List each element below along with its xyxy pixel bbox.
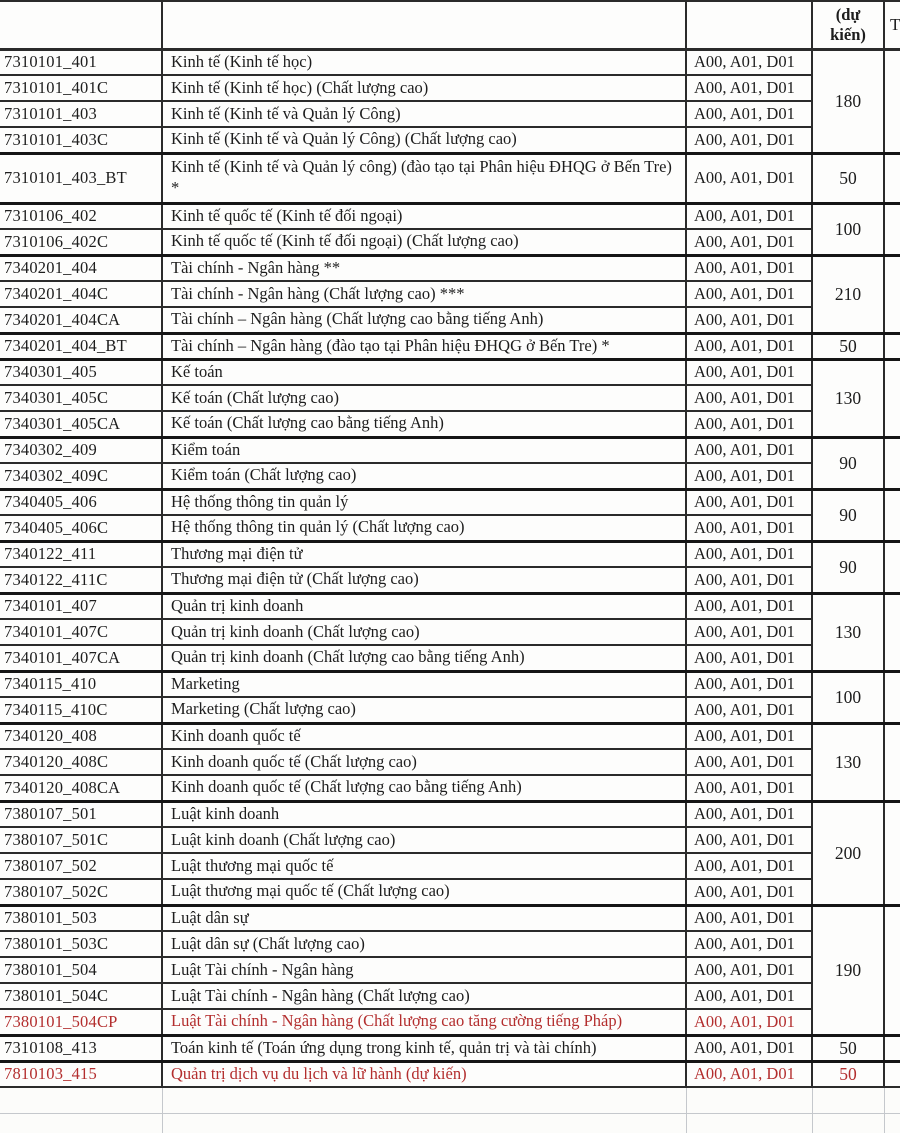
- exam-combo-cell: A00, A01, D01: [686, 593, 812, 619]
- exam-combo-cell: A00, A01, D01: [686, 385, 812, 411]
- exam-combo-cell: A00, A01, D01: [686, 255, 812, 281]
- score-cell: [884, 49, 900, 153]
- empty-cell: [0, 1087, 162, 1113]
- program-code-cell: 7340120_408C: [0, 749, 162, 775]
- exam-combo-cell: A00, A01, D01: [686, 983, 812, 1009]
- table-row: [0, 203, 900, 229]
- program-code-cell: 7340120_408CA: [0, 775, 162, 801]
- exam-combo-cell: A00, A01, D01: [686, 671, 812, 697]
- program-name-cell: Hệ thống thông tin quản lý (Chất lượng cao): [162, 515, 686, 541]
- program-name-cell: Thương mại điện tử (Chất lượng cao): [162, 567, 686, 593]
- score-cell: [884, 801, 900, 905]
- table-row: [0, 697, 900, 723]
- table-row: [0, 983, 900, 1009]
- program-code-cell: 7380107_501C: [0, 827, 162, 853]
- exam-combo-cell: A00, A01, D01: [686, 723, 812, 749]
- table-row: [0, 255, 900, 281]
- quota-cell: 130: [812, 359, 884, 437]
- program-name-cell: Kinh tế (Kinh tế và Quản lý công) (đào tạo tại Phân hiệu ĐHQG ở Bến Tre) *: [162, 153, 686, 203]
- program-name-cell: Kế toán (Chất lượng cao bằng tiếng Anh): [162, 411, 686, 437]
- program-name-cell: Luật kinh doanh (Chất lượng cao): [162, 827, 686, 853]
- empty-cell: [0, 1113, 162, 1133]
- table-row: [0, 723, 900, 749]
- table-row: [0, 593, 900, 619]
- exam-combo-cell: A00, A01, D01: [686, 307, 812, 333]
- program-code-cell: 7310101_403_BT: [0, 153, 162, 203]
- program-name-cell: Luật Tài chính - Ngân hàng (Chất lượng cao tăng cường tiếng Pháp): [162, 1009, 686, 1035]
- table-row: [0, 671, 900, 697]
- program-name-cell: Luật dân sự: [162, 905, 686, 931]
- program-code-cell: 7310106_402: [0, 203, 162, 229]
- program-code-cell: 7340301_405C: [0, 385, 162, 411]
- score-cell: [884, 723, 900, 801]
- program-code-cell: 7310106_402C: [0, 229, 162, 255]
- program-code-cell: 7340201_404CA: [0, 307, 162, 333]
- exam-combo-cell: A00, A01, D01: [686, 1035, 812, 1061]
- score-cell: [884, 203, 900, 255]
- empty-cell: [162, 1113, 686, 1133]
- program-code-cell: 7340101_407CA: [0, 645, 162, 671]
- exam-combo-cell: A00, A01, D01: [686, 49, 812, 75]
- program-code-cell: 7340122_411: [0, 541, 162, 567]
- table-row: [0, 567, 900, 593]
- program-name-cell: Kế toán (Chất lượng cao): [162, 385, 686, 411]
- program-code-cell: 7310101_403: [0, 101, 162, 127]
- empty-row: [0, 1087, 900, 1113]
- empty-row: [0, 1113, 900, 1133]
- empty-cell: [884, 1087, 900, 1113]
- exam-combo-cell: A00, A01, D01: [686, 645, 812, 671]
- table-row: [0, 463, 900, 489]
- exam-combo-cell: A00, A01, D01: [686, 101, 812, 127]
- exam-combo-cell: A00, A01, D01: [686, 775, 812, 801]
- empty-cell: [812, 1087, 884, 1113]
- exam-combo-cell: A00, A01, D01: [686, 127, 812, 153]
- exam-combo-cell: A00, A01, D01: [686, 1061, 812, 1087]
- program-code-cell: 7380107_502C: [0, 879, 162, 905]
- program-name-cell: Kiểm toán (Chất lượng cao): [162, 463, 686, 489]
- quota-cell: 100: [812, 671, 884, 723]
- quota-cell: 130: [812, 593, 884, 671]
- empty-cell: [162, 1087, 686, 1113]
- exam-combo-cell: A00, A01, D01: [686, 853, 812, 879]
- program-code-cell: 7340302_409: [0, 437, 162, 463]
- score-cell: [884, 593, 900, 671]
- admissions-table-body: [0, 49, 900, 1133]
- exam-combo-cell: A00, A01, D01: [686, 153, 812, 203]
- table-row: [0, 541, 900, 567]
- program-code-cell: 7310108_413: [0, 1035, 162, 1061]
- program-name-cell: Tài chính - Ngân hàng **: [162, 255, 686, 281]
- program-code-cell: 7340201_404_BT: [0, 333, 162, 359]
- program-name-cell: Kế toán: [162, 359, 686, 385]
- exam-combo-cell: A00, A01, D01: [686, 411, 812, 437]
- program-name-cell: Luật Tài chính - Ngân hàng (Chất lượng cao): [162, 983, 686, 1009]
- program-name-cell: Quản trị kinh doanh (Chất lượng cao bằng tiếng Anh): [162, 645, 686, 671]
- table-row: [0, 957, 900, 983]
- program-code-cell: 7340101_407: [0, 593, 162, 619]
- exam-combo-cell: A00, A01, D01: [686, 463, 812, 489]
- program-name-cell: Luật dân sự (Chất lượng cao): [162, 931, 686, 957]
- quota-cell: 50: [812, 1061, 884, 1087]
- exam-combo-cell: A00, A01, D01: [686, 749, 812, 775]
- exam-combo-cell: A00, A01, D01: [686, 333, 812, 359]
- quota-cell: 50: [812, 153, 884, 203]
- quota-cell: 130: [812, 723, 884, 801]
- header-quota-cell: (dự kiến): [812, 1, 884, 49]
- program-code-cell: 7380101_503C: [0, 931, 162, 957]
- exam-combo-cell: A00, A01, D01: [686, 541, 812, 567]
- exam-combo-cell: A00, A01, D01: [686, 437, 812, 463]
- program-code-cell: 7310101_401C: [0, 75, 162, 101]
- program-code-cell: 7340201_404: [0, 255, 162, 281]
- table-row: [0, 101, 900, 127]
- exam-combo-cell: A00, A01, D01: [686, 931, 812, 957]
- empty-cell: [812, 1113, 884, 1133]
- program-code-cell: 7380101_504CP: [0, 1009, 162, 1035]
- program-name-cell: Luật Tài chính - Ngân hàng: [162, 957, 686, 983]
- score-cell: [884, 333, 900, 359]
- exam-combo-cell: A00, A01, D01: [686, 75, 812, 101]
- table-row: [0, 931, 900, 957]
- program-name-cell: Kinh doanh quốc tế (Chất lượng cao bằng tiếng Anh): [162, 775, 686, 801]
- table-row: [0, 75, 900, 101]
- table-row: [0, 411, 900, 437]
- program-code-cell: 7310101_403C: [0, 127, 162, 153]
- table-row: [0, 307, 900, 333]
- exam-combo-cell: A00, A01, D01: [686, 489, 812, 515]
- score-cell: [884, 359, 900, 437]
- table-row: [0, 645, 900, 671]
- table-row: [0, 281, 900, 307]
- score-cell: [884, 489, 900, 541]
- exam-combo-cell: A00, A01, D01: [686, 281, 812, 307]
- exam-combo-cell: A00, A01, D01: [686, 203, 812, 229]
- table-row: [0, 489, 900, 515]
- empty-cell: [686, 1087, 812, 1113]
- table-row: [0, 333, 900, 359]
- quota-cell: 50: [812, 333, 884, 359]
- table-row: [0, 775, 900, 801]
- program-name-cell: Kinh doanh quốc tế (Chất lượng cao): [162, 749, 686, 775]
- program-name-cell: Kinh doanh quốc tế: [162, 723, 686, 749]
- program-name-cell: Kinh tế (Kinh tế học) (Chất lượng cao): [162, 75, 686, 101]
- program-name-cell: Kinh tế quốc tế (Kinh tế đối ngoại) (Chất lượng cao): [162, 229, 686, 255]
- exam-combo-cell: A00, A01, D01: [686, 515, 812, 541]
- quota-cell: 180: [812, 49, 884, 153]
- exam-combo-cell: A00, A01, D01: [686, 905, 812, 931]
- table-row: [0, 385, 900, 411]
- score-cell: [884, 153, 900, 203]
- quota-cell: 90: [812, 437, 884, 489]
- program-name-cell: Luật thương mại quốc tế (Chất lượng cao): [162, 879, 686, 905]
- program-code-cell: 7810103_415: [0, 1061, 162, 1087]
- empty-cell: [686, 1113, 812, 1133]
- program-code-cell: 7340301_405CA: [0, 411, 162, 437]
- program-name-cell: Kinh tế (Kinh tế và Quản lý Công): [162, 101, 686, 127]
- program-name-cell: Kinh tế (Kinh tế và Quản lý Công) (Chất lượng cao): [162, 127, 686, 153]
- program-name-cell: Luật kinh doanh: [162, 801, 686, 827]
- header-combo-cell: [686, 1, 812, 49]
- program-code-cell: 7380101_504C: [0, 983, 162, 1009]
- quota-cell: 190: [812, 905, 884, 1035]
- program-code-cell: 7340122_411C: [0, 567, 162, 593]
- table-row: [0, 879, 900, 905]
- exam-combo-cell: A00, A01, D01: [686, 567, 812, 593]
- program-code-cell: 7380101_503: [0, 905, 162, 931]
- program-name-cell: Tài chính - Ngân hàng (Chất lượng cao) ***: [162, 281, 686, 307]
- score-cell: [884, 1061, 900, 1087]
- program-name-cell: Thương mại điện tử: [162, 541, 686, 567]
- program-code-cell: 7340302_409C: [0, 463, 162, 489]
- program-name-cell: Kinh tế (Kinh tế học): [162, 49, 686, 75]
- table-row: [0, 749, 900, 775]
- exam-combo-cell: A00, A01, D01: [686, 697, 812, 723]
- program-code-cell: 7380101_504: [0, 957, 162, 983]
- header-row: [0, 1, 900, 49]
- table-row: [0, 1009, 900, 1035]
- program-code-cell: 7340201_404C: [0, 281, 162, 307]
- exam-combo-cell: A00, A01, D01: [686, 229, 812, 255]
- program-code-cell: 7340115_410C: [0, 697, 162, 723]
- table-row: [0, 853, 900, 879]
- program-code-cell: 7340120_408: [0, 723, 162, 749]
- table-row: [0, 437, 900, 463]
- program-code-cell: 7380107_501: [0, 801, 162, 827]
- quota-cell: 90: [812, 541, 884, 593]
- score-cell: [884, 255, 900, 333]
- table-row: [0, 905, 900, 931]
- table-row: [0, 127, 900, 153]
- exam-combo-cell: A00, A01, D01: [686, 827, 812, 853]
- program-code-cell: 7340405_406C: [0, 515, 162, 541]
- program-code-cell: 7310101_401: [0, 49, 162, 75]
- score-cell: [884, 437, 900, 489]
- program-name-cell: Tài chính – Ngân hàng (đào tạo tại Phân hiệu ĐHQG ở Bến Tre) *: [162, 333, 686, 359]
- quota-cell: 90: [812, 489, 884, 541]
- quota-cell: 200: [812, 801, 884, 905]
- header-code-cell: [0, 1, 162, 49]
- exam-combo-cell: A00, A01, D01: [686, 879, 812, 905]
- program-name-cell: Quản trị kinh doanh: [162, 593, 686, 619]
- program-name-cell: Toán kinh tế (Toán ứng dụng trong kinh tế, quản trị và tài chính): [162, 1035, 686, 1061]
- program-name-cell: Quản trị kinh doanh (Chất lượng cao): [162, 619, 686, 645]
- program-name-cell: Kinh tế quốc tế (Kinh tế đối ngoại): [162, 203, 686, 229]
- quota-cell: 50: [812, 1035, 884, 1061]
- exam-combo-cell: A00, A01, D01: [686, 957, 812, 983]
- table-row: [0, 229, 900, 255]
- table-row: [0, 1061, 900, 1087]
- table-row: [0, 49, 900, 75]
- table-row: [0, 515, 900, 541]
- score-cell: [884, 541, 900, 593]
- program-code-cell: 7340301_405: [0, 359, 162, 385]
- header-name-cell: [162, 1, 686, 49]
- table-row: [0, 801, 900, 827]
- exam-combo-cell: A00, A01, D01: [686, 359, 812, 385]
- table-row: [0, 1035, 900, 1061]
- header-score-cell: T: [884, 1, 900, 49]
- program-name-cell: Kiểm toán: [162, 437, 686, 463]
- empty-cell: [884, 1113, 900, 1133]
- exam-combo-cell: A00, A01, D01: [686, 619, 812, 645]
- score-cell: [884, 1035, 900, 1061]
- table-row: [0, 359, 900, 385]
- table-row: [0, 827, 900, 853]
- quota-cell: 210: [812, 255, 884, 333]
- program-name-cell: Quản trị dịch vụ du lịch và lữ hành (dự kiến): [162, 1061, 686, 1087]
- program-name-cell: Tài chính – Ngân hàng (Chất lượng cao bằng tiếng Anh): [162, 307, 686, 333]
- program-code-cell: 7380107_502: [0, 853, 162, 879]
- program-code-cell: 7340101_407C: [0, 619, 162, 645]
- table-row: [0, 619, 900, 645]
- program-name-cell: Hệ thống thông tin quản lý: [162, 489, 686, 515]
- program-name-cell: Luật thương mại quốc tế: [162, 853, 686, 879]
- score-cell: [884, 671, 900, 723]
- program-name-cell: Marketing (Chất lượng cao): [162, 697, 686, 723]
- exam-combo-cell: A00, A01, D01: [686, 801, 812, 827]
- quota-cell: 100: [812, 203, 884, 255]
- program-name-cell: Marketing: [162, 671, 686, 697]
- program-code-cell: 7340115_410: [0, 671, 162, 697]
- exam-combo-cell: A00, A01, D01: [686, 1009, 812, 1035]
- score-cell: [884, 905, 900, 1035]
- program-code-cell: 7340405_406: [0, 489, 162, 515]
- table-row: [0, 153, 900, 203]
